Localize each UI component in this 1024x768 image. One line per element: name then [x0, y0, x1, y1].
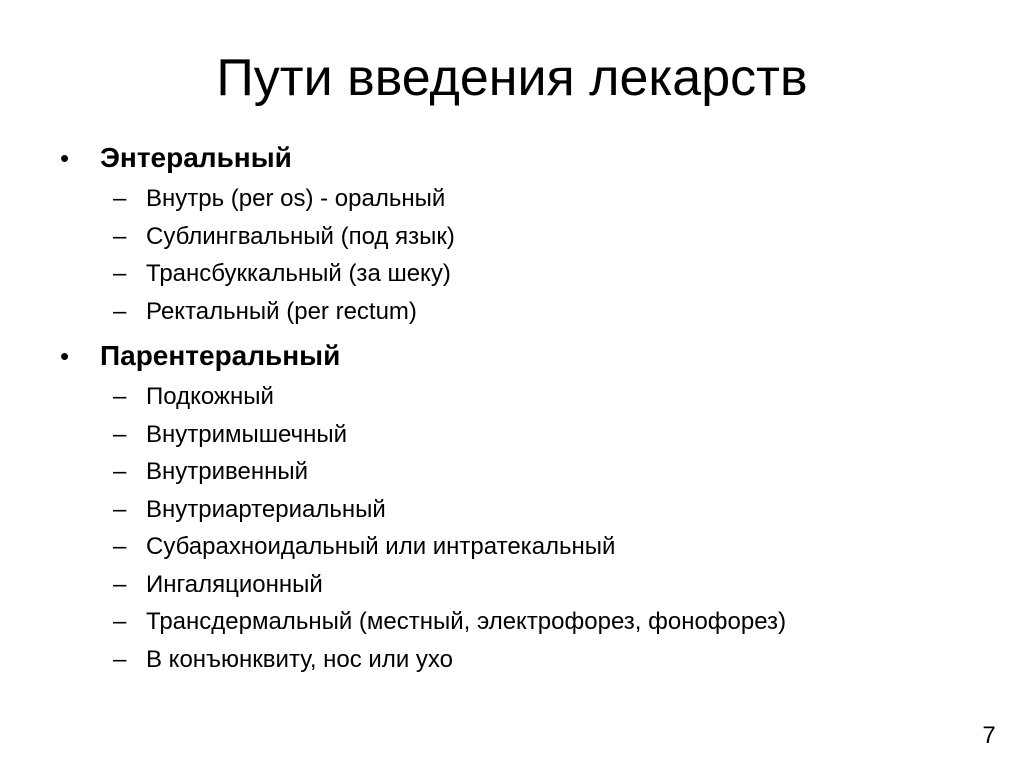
- sub-bullet-marker: –: [113, 185, 127, 212]
- sub-bullet: [0, 180, 1024, 218]
- sub-bullet-marker: –: [113, 533, 127, 560]
- sub-bullet-marker: –: [113, 222, 127, 250]
- sub-bullet-marker: –: [113, 645, 127, 673]
- sub-bullet: [0, 218, 1024, 256]
- bullet-heading-text: Энтеральный: [100, 142, 292, 173]
- sub-bullet-text: Внутривенный: [146, 458, 308, 485]
- sub-bullet-text: Трансбуккальный (за шеку): [146, 260, 451, 287]
- sub-bullet-marker: –: [113, 260, 127, 287]
- sub-bullet-marker: –: [113, 495, 127, 523]
- bullet-marker: •: [60, 341, 70, 371]
- bullet-group-parenteral: [0, 334, 1024, 678]
- sub-bullet-text: Ректальный (per rectum): [146, 297, 417, 325]
- sub-bullet-marker: –: [113, 608, 127, 635]
- sub-bullet-text: Трансдермальный (местный, электрофорез, фонофорез): [146, 608, 787, 635]
- sub-bullet-text: Внутриартериальный: [146, 495, 386, 523]
- sub-bullet: [0, 641, 1024, 679]
- sub-bullet-text: Внутрь (per os) - оральный: [146, 185, 446, 212]
- sub-bullet-text: Ингаляционный: [146, 570, 323, 598]
- bullet-marker: •: [60, 143, 70, 173]
- sub-bullet: [0, 293, 1024, 331]
- sub-bullet: [0, 528, 1024, 566]
- sub-bullet: [0, 255, 1024, 293]
- sub-bullet: [0, 603, 1024, 641]
- sub-bullet-marker: –: [113, 383, 127, 410]
- bullet-heading: [0, 334, 1024, 378]
- sub-bullet-marker: –: [113, 420, 127, 448]
- sub-bullet-text: Внутримышечный: [146, 420, 347, 448]
- sub-bullet: [0, 566, 1024, 604]
- sub-bullet: [0, 416, 1024, 454]
- slide-title: Пути введения лекарств: [216, 49, 808, 107]
- bullet-heading-text: Парентеральный: [100, 340, 341, 371]
- sub-bullet: [0, 378, 1024, 416]
- page-number: 7: [982, 722, 996, 749]
- bullet-list: [0, 136, 1024, 678]
- sub-bullet: [0, 491, 1024, 529]
- sub-bullet-text: Сублингвальный (под язык): [146, 222, 455, 250]
- sub-bullet-marker: –: [113, 297, 127, 325]
- bullet-heading: [0, 136, 1024, 180]
- sub-bullet-marker: –: [113, 458, 127, 485]
- sub-bullet-text: В конъюнквиту, нос или ухо: [146, 645, 453, 673]
- sub-bullet-text: Подкожный: [146, 383, 274, 410]
- sub-bullet: [0, 453, 1024, 491]
- sub-bullet-text: Субарахноидальный или интратекальный: [146, 533, 616, 560]
- bullet-group-enteral: [0, 136, 1024, 330]
- sub-bullet-marker: –: [113, 570, 127, 598]
